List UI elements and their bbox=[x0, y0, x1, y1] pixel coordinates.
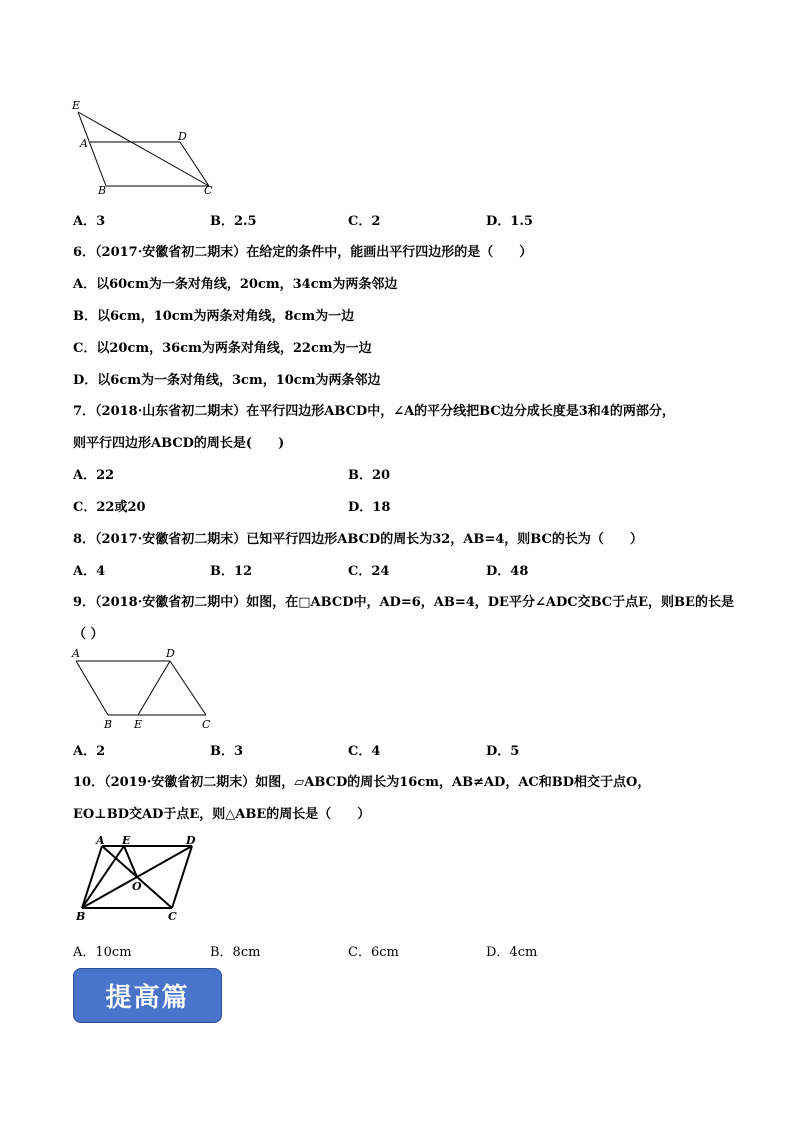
label-c: C bbox=[202, 718, 211, 731]
line-be bbox=[82, 846, 124, 908]
label-d: D bbox=[166, 647, 175, 660]
line-dc bbox=[180, 142, 209, 186]
label-o: O bbox=[132, 880, 142, 893]
q9-option-a[interactable]: A．2 bbox=[73, 744, 106, 759]
q8-option-a[interactable]: A．4 bbox=[73, 564, 106, 579]
label-c: C bbox=[168, 910, 177, 923]
q6-option-b[interactable]: B．以6cm，10cm为两条对角线，8cm为一边 bbox=[73, 309, 355, 324]
q6-stem: 6．（2017·安徽省初二期末）在给定的条件中，能画出平行四边形的是（ ） bbox=[73, 245, 533, 260]
q9-option-d[interactable]: D．5 bbox=[486, 744, 520, 759]
q6-option-c[interactable]: C．以20cm，36cm为两条对角线，22cm为一边 bbox=[73, 341, 372, 356]
q7-stem-line1: 7．（2018·山东省初二期末）在平行四边形ABCD中，∠A的平分线把BC边分成长度是3和4的两部分， bbox=[73, 404, 675, 419]
q9-option-c[interactable]: C．4 bbox=[348, 744, 381, 759]
q9-stem-line2: （ ） bbox=[73, 627, 104, 642]
q7-option-b[interactable]: B．20 bbox=[348, 468, 391, 483]
label-e: E bbox=[122, 834, 131, 847]
q10-parallelogram-figure bbox=[72, 834, 212, 924]
q5-option-a[interactable]: A．3 bbox=[73, 214, 106, 229]
q10-option-d[interactable]: D．4cm bbox=[486, 945, 538, 960]
q5-option-b[interactable]: B．2.5 bbox=[210, 214, 257, 229]
q8-option-d[interactable]: D．48 bbox=[486, 564, 529, 579]
line-de bbox=[138, 661, 170, 715]
q10-stem-line1: 10．（2019·安徽省初二期末）如图，▱ABCD的周长为16cm，AB≠AD，AC和BD相交于点O， bbox=[73, 775, 651, 790]
q6-option-a[interactable]: A．以60cm为一条对角线，20cm，34cm为两条邻边 bbox=[73, 277, 398, 292]
label-e: E bbox=[134, 718, 143, 731]
label-e: E bbox=[72, 99, 81, 112]
label-b: B bbox=[98, 184, 107, 197]
q5-parallelogram-figure bbox=[70, 98, 220, 198]
q8-stem: 8．（2017·安徽省初二期末）已知平行四边形ABCD的周长为32，AB=4，则BC的长为（ ） bbox=[73, 532, 643, 547]
q8-option-b[interactable]: B．12 bbox=[210, 564, 253, 579]
q9-stem-line1: 9．（2018·安徽省初二期中）如图，在□ABCD中，AD=6，AB=4，DE平分∠ADC交BC于点E，则BE的长是 bbox=[73, 595, 734, 610]
label-c: C bbox=[204, 184, 213, 197]
line-ab bbox=[76, 661, 108, 715]
label-b: B bbox=[104, 718, 113, 731]
section-banner-advanced bbox=[73, 968, 222, 1023]
label-d: D bbox=[178, 130, 187, 143]
label-a: A bbox=[80, 137, 88, 150]
q7-option-c[interactable]: C．22或20 bbox=[73, 500, 146, 515]
q10-stem-line2: EO⊥BD交AD于点E，则△ABE的周长是（ ） bbox=[73, 807, 371, 822]
line-dc bbox=[170, 661, 206, 715]
q9-option-b[interactable]: B．3 bbox=[210, 744, 244, 759]
q6-option-d[interactable]: D．以6cm为一条对角线，3cm，10cm为两条邻边 bbox=[73, 373, 381, 388]
q8-option-c[interactable]: C．24 bbox=[348, 564, 390, 579]
label-a: A bbox=[96, 834, 105, 847]
label-d: D bbox=[186, 834, 196, 847]
q7-stem-line2: 则平行四边形ABCD的周长是( ) bbox=[73, 436, 285, 451]
q10-option-a[interactable]: A．10cm bbox=[73, 945, 132, 960]
q7-option-d[interactable]: D．18 bbox=[348, 500, 391, 515]
label-a: A bbox=[72, 647, 80, 660]
label-b: B bbox=[76, 910, 86, 923]
q10-option-b[interactable]: B．8cm bbox=[210, 945, 261, 960]
line-ec bbox=[78, 112, 209, 186]
q7-option-a[interactable]: A．22 bbox=[73, 468, 115, 483]
q5-option-c[interactable]: C．2 bbox=[348, 214, 381, 229]
q9-parallelogram-figure bbox=[70, 645, 220, 733]
section-banner-title: 提高篇 bbox=[105, 983, 190, 1013]
q10-option-c[interactable]: C．6cm bbox=[348, 945, 399, 960]
q5-option-d[interactable]: D．1.5 bbox=[486, 214, 533, 229]
